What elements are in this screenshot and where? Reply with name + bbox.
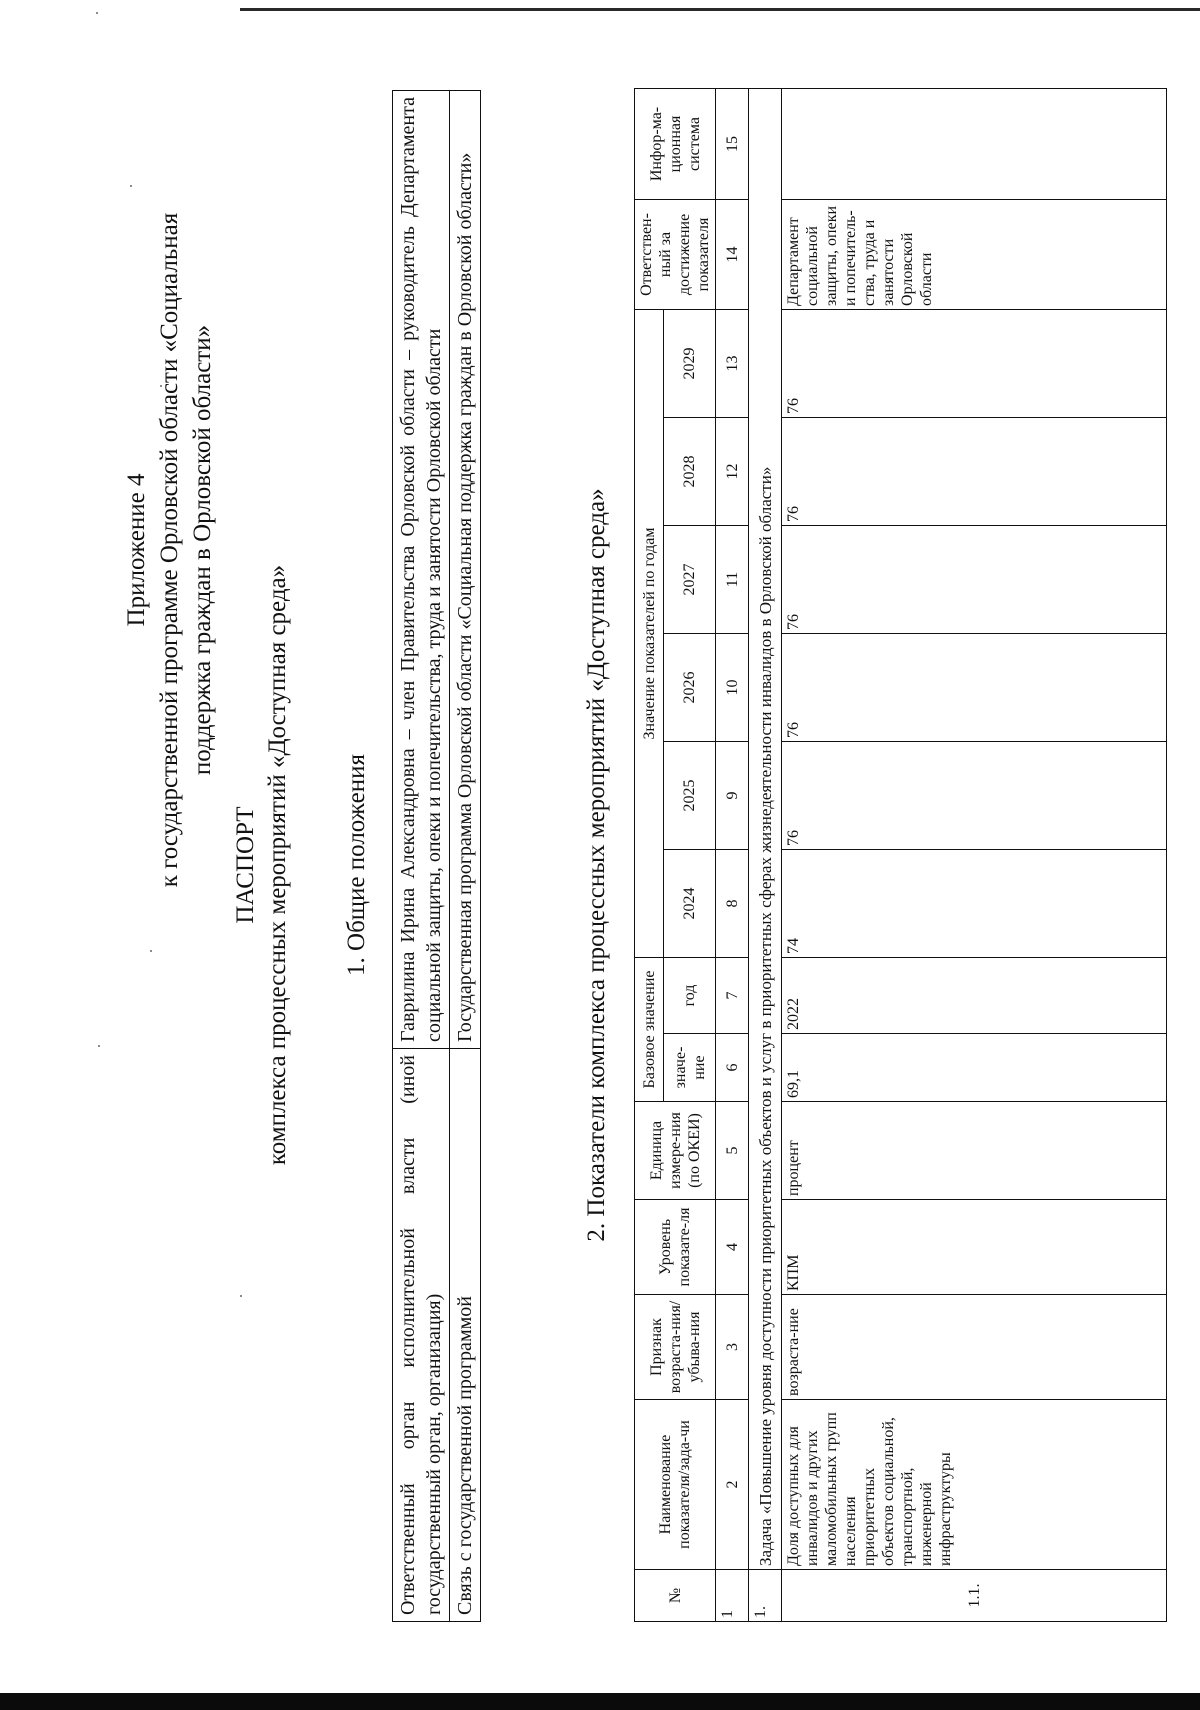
- general-row-program-link: [450, 91, 481, 1622]
- row-base-year: 2022: [782, 957, 1167, 1033]
- row-responsible: Департамент социальной защиты, опеки и попечитель-ства, труда и занятости Орловской области: [782, 199, 1167, 309]
- row-value-2028: 76: [782, 417, 1167, 525]
- row-value-2024: 74: [782, 849, 1167, 957]
- column-number: 4: [716, 1200, 749, 1295]
- appendix-line-3: поддержка граждан в Орловской области»: [189, 324, 216, 776]
- header-name: Наименование показателя/зада-чи: [635, 1400, 716, 1570]
- column-number: 2: [716, 1400, 749, 1570]
- column-number: 6: [716, 1034, 749, 1102]
- scan-speck: [96, 12, 98, 14]
- general-label: Ответственный орган исполнительной власти (иной государственный орган, организация): [393, 1049, 450, 1622]
- task-row: [749, 88, 782, 1621]
- row-number: 1.1.: [782, 1570, 1167, 1622]
- general-label: Связь с государственной программой: [450, 1049, 481, 1622]
- header-unit: Единица измере-ния (по ОКЕИ): [635, 1102, 716, 1200]
- row-unit: процент: [782, 1102, 1167, 1200]
- document-page: [12, 40, 1182, 1690]
- column-number: 8: [716, 849, 749, 957]
- appendix-header: [120, 70, 219, 1030]
- row-value-2026: 76: [782, 633, 1167, 741]
- column-numbers-row: [716, 88, 749, 1621]
- header-year: 2024: [664, 849, 716, 957]
- column-number: 13: [716, 309, 749, 417]
- passport-subtitle: комплекса процессных мероприятий «Доступная среда»: [264, 564, 291, 1166]
- general-provisions-table: [392, 90, 481, 1622]
- section-2-heading: 2. Показатели комплекса процессных мероприятий «Доступная среда»: [583, 488, 610, 1242]
- table-row: [782, 88, 1167, 1621]
- appendix-line-2: к государственной программе Орловской области «Социальная: [156, 212, 183, 888]
- column-number: 9: [716, 741, 749, 849]
- header-base: Базовое значение: [635, 957, 664, 1101]
- header-year: 2029: [664, 309, 716, 417]
- column-number: 15: [716, 88, 749, 199]
- row-infosystem: [782, 88, 1167, 199]
- header-base-value: значе-ние: [664, 1034, 716, 1102]
- row-level: КПМ: [782, 1200, 1167, 1295]
- passport-title: ПАСПОРТ: [232, 806, 259, 924]
- column-number: 3: [716, 1295, 749, 1400]
- column-number: 10: [716, 633, 749, 741]
- row-base-value: 69,1: [782, 1034, 1167, 1102]
- row-value-2025: 76: [782, 741, 1167, 849]
- appendix-line-1: Приложение 4: [123, 473, 150, 627]
- column-number: 7: [716, 957, 749, 1033]
- general-row-responsible: [393, 91, 450, 1622]
- row-name: Доля доступных для инвалидов и других маломобильных групп населения приоритетных объектов социальной, транспортной, инженерной инфраструктуры: [782, 1400, 1167, 1570]
- header-infosystem: Инфор-ма-ционная система: [635, 88, 716, 199]
- section-1-heading: 1. Общие положения: [343, 754, 370, 976]
- header-year: 2026: [664, 633, 716, 741]
- header-year: 2028: [664, 417, 716, 525]
- row-value-2029: 76: [782, 309, 1167, 417]
- scan-edge-top: [240, 8, 1200, 11]
- header-year: 2025: [664, 741, 716, 849]
- task-number: 1.: [749, 1570, 782, 1622]
- general-value: Гаврилина Ирина Александровна – член Правительства Орловской области – руководитель Департамента социальной защиты, опеки и попечительства, труда и занятости Орловской области: [393, 91, 450, 1049]
- passport-title-block: [230, 60, 294, 1670]
- task-text: Задача «Повышение уровня доступности приоритетных объектов и услуг в приоритетных сферах жизнедеятельности инвалидов в Орловской области»: [749, 88, 782, 1569]
- header-no: №: [635, 1570, 716, 1622]
- header-responsible: Ответствен-ный за достижение показателя: [635, 199, 716, 309]
- indicators-table: [634, 88, 1167, 1622]
- column-number: 1: [716, 1570, 749, 1622]
- general-value: Государственная программа Орловской области «Социальная поддержка граждан в Орловской области»: [450, 91, 481, 1049]
- column-number: 12: [716, 417, 749, 525]
- column-number: 14: [716, 199, 749, 309]
- row-value-2027: 76: [782, 525, 1167, 633]
- header-year: 2027: [664, 525, 716, 633]
- header-sign: Признак возраста-ния/ убыва-ния: [635, 1295, 716, 1400]
- row-sign: возраста-ние: [782, 1295, 1167, 1400]
- header-level: Уровень показате-ля: [635, 1200, 716, 1295]
- scan-edge-bottom: [0, 1693, 1200, 1710]
- header-base-year: год: [664, 957, 716, 1033]
- header-row-1: [635, 88, 664, 1621]
- column-number: 11: [716, 525, 749, 633]
- header-values-by-year: Значение показателей по годам: [635, 309, 664, 957]
- column-number: 5: [716, 1102, 749, 1200]
